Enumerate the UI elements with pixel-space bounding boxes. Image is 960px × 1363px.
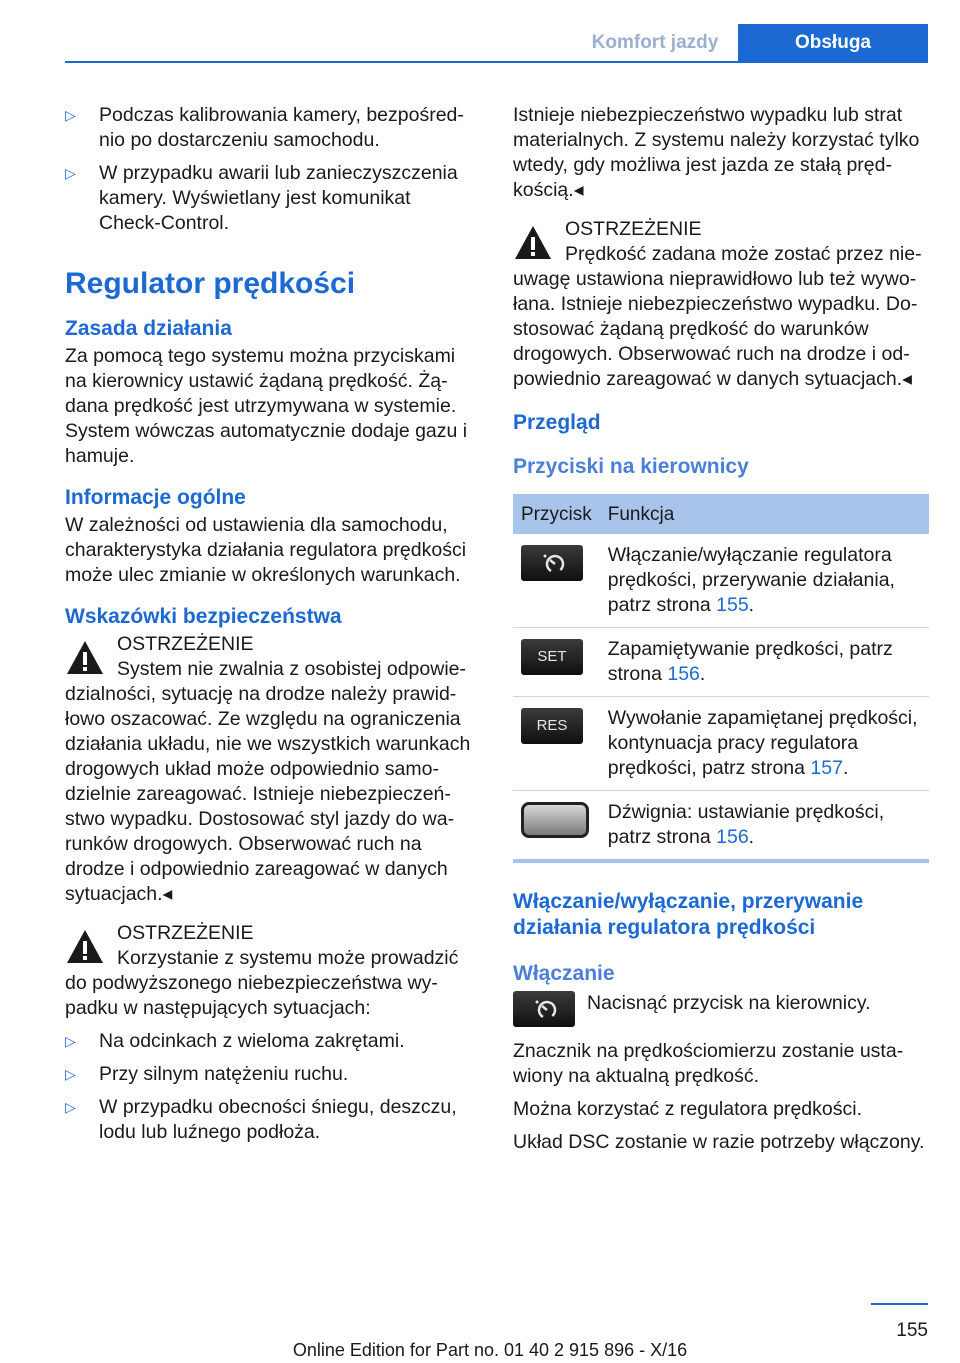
switch-on-instruction: Nacisnąć przycisk na kierownicy.: [513, 991, 929, 1027]
switch-on-text-2: Można korzystać z regulatora prędkości.: [513, 1098, 862, 1120]
section-title-general: Informacje ogólne: [65, 486, 246, 509]
general-text: W zależności od ustawienia dla samochodu, charakterystyka działania regulatora prędkości może ulec zmianie w określonych warunkach.: [65, 514, 467, 586]
function-cell: Dźwignia: ustawianie prędkości, patrz strona 156.: [600, 791, 929, 862]
function-cell: Wywołanie zapamiętanej prędkości, kontynuacja pracy regulatora prędkości, patrz strona 157.: [600, 697, 929, 791]
warning-title: OSTRZEŻENIE: [117, 922, 254, 944]
section-title-principle: Zasada działania: [65, 317, 232, 340]
section-title-safety: Wskazówki bezpieczeństwa: [65, 605, 342, 628]
table-header-button: Przycisk: [513, 494, 600, 534]
section-title-onoff: Włączanie/wyłączanie, przerywanie działania regulatora prędkości: [513, 890, 864, 939]
header-tab-comfort[interactable]: Komfort jazdy: [591, 32, 719, 53]
page-link[interactable]: 156: [716, 826, 749, 848]
header-rule: [65, 61, 928, 63]
bullet-arrow-icon: ▷: [65, 165, 76, 181]
warning-text: Prędkość zadana może zostać przez nieuwagę ustawiona nieprawidłowo lub też wywołana. Istnieje niebezpieczeństwo wypadku. Dostosować żądaną prędkość do warunków drogowych. Obserwować ruch na drodze i odpowiednio zareagować w danych sytuacjach.◂: [513, 243, 922, 390]
switch-on-text-3: Układ DSC zostanie w razie potrzeby włączony.: [513, 1131, 925, 1153]
list-item: ▷ Podczas kalibrowania kamery, bezpośrednio po dostarczeniu samochodu.: [65, 104, 464, 151]
table-row: [513, 628, 929, 697]
lever-icon: [521, 802, 589, 838]
section-title-steering-buttons: Przyciski na kierownicy: [513, 455, 749, 478]
speedometer-icon: [513, 991, 575, 1027]
warning-block: [65, 632, 477, 907]
list-item: ▷ Na odcinkach z wieloma zakrętami.: [65, 1030, 405, 1052]
set-button-icon: SET: [521, 639, 583, 675]
page-link[interactable]: 156: [667, 663, 700, 685]
principle-text: Za pomocą tego systemu można przyciskami na kierownicy ustawić żądaną prędkość. Żądana prędkość jest utrzymywana w systemie. System wówczas automatycznie dodaje gazu i hamuje.: [65, 345, 468, 467]
bullet-arrow-icon: ▷: [65, 1066, 76, 1082]
section-title-overview: Przegląd: [513, 411, 601, 434]
list-item: ▷ W przypadku obecności śniegu, deszczu, lodu lub luźnego podłoża.: [65, 1096, 457, 1143]
table-row: [513, 534, 929, 628]
list-item: ▷ W przypadku awarii lub zanieczyszczenia kamery. Wyświetlany jest komunikat Check-Control.: [65, 162, 458, 234]
table-row: [513, 791, 929, 862]
right-column: [513, 103, 929, 1163]
warning-icon: [65, 927, 105, 967]
buttons-table: [513, 494, 929, 863]
section-title-switch-on: Włączanie: [513, 962, 615, 985]
table-header-function: Funkcja: [600, 494, 929, 534]
list-item: ▷ Przy silnym natężeniu ruchu.: [65, 1063, 349, 1085]
warning-block: [65, 921, 477, 1021]
bullet-arrow-icon: ▷: [65, 107, 76, 123]
page-link[interactable]: 155: [716, 594, 749, 616]
bullet-arrow-icon: ▷: [65, 1033, 76, 1049]
warning-title: OSTRZEŻENIE: [117, 633, 254, 655]
warning-block: [513, 217, 929, 392]
switch-on-text-1: Znacznik na prędkościomierzu zostanie ustawiony na aktualną prędkość.: [513, 1040, 904, 1087]
function-cell: Włączanie/wyłączanie regulatora prędkości, przerywanie działania, patrz strona 155.: [600, 534, 929, 628]
page-link[interactable]: 157: [810, 757, 843, 779]
warning-title: OSTRZEŻENIE: [565, 218, 702, 240]
edition-note: Online Edition for Part no. 01 40 2 915 896 - X/16: [292, 1340, 688, 1360]
left-column: [65, 103, 477, 1153]
header-tab-operation[interactable]: Obsługa: [738, 24, 928, 61]
page-number: 155: [896, 1320, 928, 1341]
page-title: Regulator prędkości: [65, 267, 356, 300]
table-row: [513, 697, 929, 791]
table-header-row: [513, 494, 929, 534]
warning-text: System nie zwalnia z osobistej odpowiedzialności, sytuację na drodze należy prawidłowo oszacować. Ze względu na ograniczenia działania układu, nie we wszystkich warunkach drogowych układ może odpowiednio samodzielnie zareagować. Istnieje niebezpieczeństwo wypadku. Dostosować styl jazdy do warunków drogowych. Obserwować ruch na drodze i odpowiednio zareagować w danych sytuacjach.◂: [65, 658, 471, 905]
footer-rule: [871, 1303, 928, 1305]
speedometer-icon: [521, 545, 583, 581]
res-button-icon: RES: [521, 708, 583, 744]
continued-text: Istnieje niebezpieczeństwo wypadku lub strat materialnych. Z systemu należy korzystać tylko wtedy, gdy możliwa jest jazda ze stałą prędkością.◂: [513, 104, 920, 201]
warning-text: Korzystanie z systemu może prowadzić do podwyższonego niebezpieczeństwa wypadku w następujących sytuacjach:: [65, 947, 459, 1019]
function-cell: Zapamiętywanie prędkości, patrz strona 156.: [600, 628, 929, 697]
warning-icon: [513, 223, 553, 263]
bullet-arrow-icon: ▷: [65, 1099, 76, 1115]
warning-icon: [65, 638, 105, 678]
